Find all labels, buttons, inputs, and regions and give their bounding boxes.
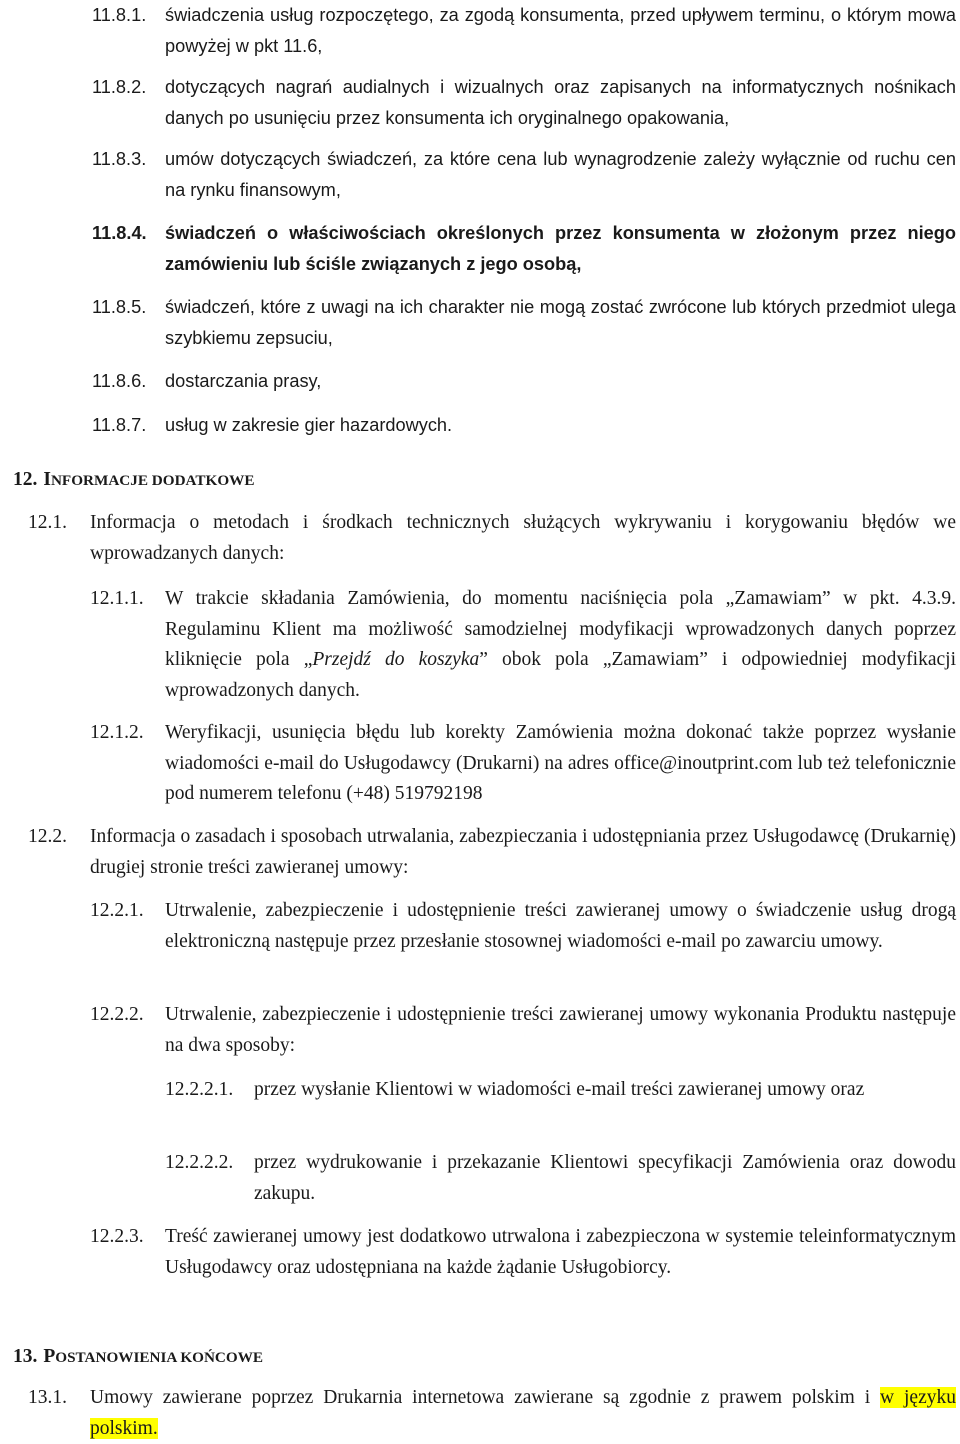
paragraph — [0, 508, 956, 569]
paragraph — [0, 1222, 956, 1283]
text-part: Umowy zawierane poprzez Drukarnia internetowa zawierane są zgodnie z prawem polskim i — [90, 1387, 871, 1408]
paragraph — [0, 896, 956, 957]
section-title-initial: P — [43, 1346, 56, 1367]
paragraph-number: 12.2.1. — [90, 900, 144, 921]
section-title: NFORMACJE DODATKOWE — [50, 472, 255, 489]
paragraph-text: Utrwalenie, zabezpieczenie i udostępnienie treści zawieranej umowy o świadczenie usług drogą elektroniczną następuje przez przesłanie stosownej wiadomości e-mail po zawarciu umowy. — [165, 900, 956, 952]
paragraph — [0, 1000, 956, 1061]
section-number: 12. — [13, 469, 38, 490]
section-heading — [13, 1342, 263, 1374]
section-title-initial: I — [43, 469, 51, 490]
paragraph — [0, 1148, 956, 1209]
highlighted-text: w języku polskim. — [90, 1387, 956, 1439]
paragraph — [0, 584, 956, 706]
item-text: dotyczących nagrań audialnych i wizualnych oraz zapisanych na informatycznych nośnikach danych po usunięciu przez konsumenta ich oryginalnego opakowania, — [165, 77, 956, 128]
section-heading — [13, 465, 254, 497]
item-text: świadczenia usług rozpoczętego, za zgodą konsumenta, przed upływem terminu, o którym mowa powyżej w pkt 11.6, — [165, 5, 956, 56]
item-number: 11.8.3. — [92, 149, 147, 169]
paragraph-text: Weryfikacji, usunięcia błędu lub korekty Zamówienia można dokonać także poprzez wysłanie wiadomości e-mail do Usługodawcy (Drukarni) na adres office@inoutprint.com lub też telefonicznie pod numerem telefonu (+48) 519792198 — [165, 722, 956, 804]
list-item — [0, 292, 956, 353]
text-part: W trakcie składania Zamówienia, do momentu naciśnięcia pola „Zamawiam” w pkt. 4.3.9. Regulaminu Klient ma możliwość samodzielnej modyfikacji wprowadzonych danych poprzez kliknięcie pola „ — [165, 588, 956, 670]
list-item — [0, 218, 956, 279]
item-text: dostarczania prasy, — [165, 371, 322, 391]
item-number: 11.8.5. — [92, 297, 147, 317]
list-item — [0, 410, 956, 441]
italic-link-label: Przejdź do koszyka — [312, 649, 480, 670]
item-text: świadczeń, które z uwagi na ich charakter nie mogą zostać zwrócone lub których przedmiot ulega szybkiemu zepsuciu, — [165, 297, 956, 348]
paragraph-text: przez wysłanie Klientowi w wiadomości e-mail treści zawieranej umowy oraz — [254, 1079, 865, 1100]
paragraph-number: 12.2.2.1. — [165, 1079, 234, 1100]
item-text: usług w zakresie gier hazardowych. — [165, 415, 453, 435]
paragraph-number: 12.1. — [28, 512, 67, 533]
paragraph — [0, 1383, 956, 1444]
section-number: 13. — [13, 1346, 38, 1367]
paragraph-number: 12.2. — [28, 826, 67, 847]
paragraph — [0, 718, 956, 810]
paragraph-text — [90, 1383, 956, 1444]
list-item — [0, 144, 956, 205]
paragraph-number: 12.2.2.2. — [165, 1152, 234, 1173]
list-item — [0, 0, 956, 61]
item-number: 11.8.4. — [92, 223, 147, 243]
list-item — [0, 366, 956, 397]
paragraph — [0, 822, 956, 883]
paragraph-number: 12.2.3. — [90, 1226, 144, 1247]
paragraph-number: 13.1. — [28, 1387, 67, 1408]
paragraph-number: 12.2.2. — [90, 1004, 144, 1025]
paragraph-text — [165, 584, 956, 706]
item-number: 11.8.7. — [92, 415, 147, 435]
paragraph-text: Treść zawieranej umowy jest dodatkowo utrwalona i zabezpieczona w systemie teleinformatycznym Usługodawcy oraz udostępniana na każde żądanie Usługobiorcy. — [165, 1226, 956, 1278]
item-text: świadczeń o właściwościach określonych przez konsumenta w złożonym przez niego zamówieniu lub ściśle związanych z jego osobą, — [165, 223, 956, 274]
paragraph-text: Informacja o zasadach i sposobach utrwalania, zabezpieczania i udostępniania przez Usługodawcę (Drukarnię) drugiej stronie treści zawieranej umowy: — [90, 826, 956, 878]
paragraph — [0, 1075, 956, 1106]
paragraph-text: Utrwalenie, zabezpieczenie i udostępnienie treści zawieranej umowy wykonania Produktu następuje na dwa sposoby: — [165, 1004, 956, 1056]
paragraph-text: przez wydrukowanie i przekazanie Klientowi specyfikacji Zamówienia oraz dowodu zakupu. — [254, 1152, 956, 1204]
item-number: 11.8.1. — [92, 5, 147, 25]
item-number: 11.8.2. — [92, 77, 147, 97]
item-text: umów dotyczących świadczeń, za które cena lub wynagrodzenie zależy wyłącznie od ruchu cen na rynku finansowym, — [165, 149, 956, 200]
paragraph-number: 12.1.1. — [90, 588, 144, 609]
section-title: OSTANOWIENIA KOŃCOWE — [55, 1349, 264, 1366]
paragraph-number: 12.1.2. — [90, 722, 144, 743]
text-part: ” obok pola „Zamawiam” i odpowiedniej modyfikacji wprowadzonych danych. — [165, 649, 956, 701]
list-item — [0, 72, 956, 133]
item-number: 11.8.6. — [92, 371, 147, 391]
paragraph-text: Informacja o metodach i środkach technicznych służących wykrywaniu i korygowaniu błędów we wprowadzanych danych: — [90, 512, 956, 564]
